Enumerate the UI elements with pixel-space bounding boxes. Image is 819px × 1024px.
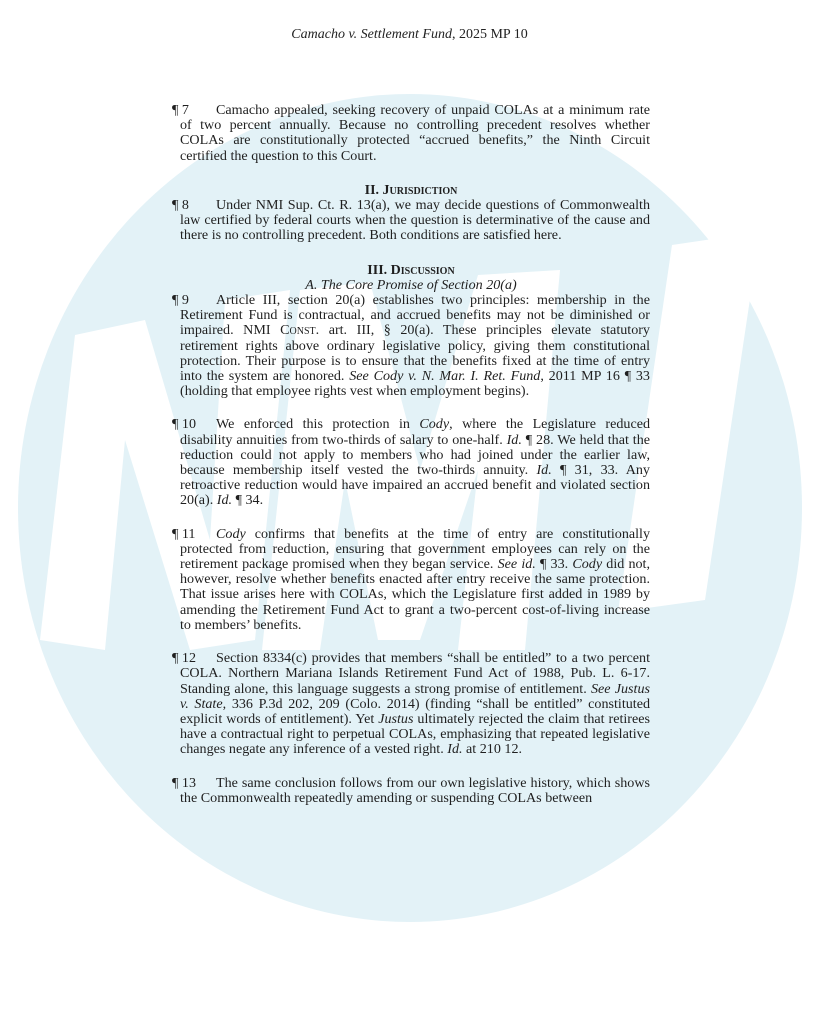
case-citation-italic: Cody: [419, 416, 450, 433]
paragraph-number: ¶ 8: [172, 197, 189, 214]
paragraph-10: [172, 417, 650, 508]
paragraph-7: [172, 103, 650, 164]
paragraph-9: [172, 293, 650, 399]
text-run: at 210 12.: [462, 741, 523, 758]
case-citation-italic: Cody: [216, 525, 246, 542]
section-title: Discussion: [390, 262, 455, 278]
text-run: ¶ 34.: [232, 492, 264, 509]
text-run: We enforced this protection in: [216, 416, 420, 433]
case-citation-italic: See Justus v. State: [180, 680, 650, 712]
text-run: Section 8334(c) provides that members “shall be entitled” to a two percent COLA. Northern Mariana Islands Retirement Fund Act of 1988, Pub. L. 6-17. Standing alone, this language suggests a strong promise of entitlement.: [180, 650, 650, 697]
section-title: Jurisdiction: [382, 182, 458, 198]
paragraph-11: [172, 527, 650, 633]
paragraph-number: ¶ 9: [172, 292, 189, 309]
text-run: ¶ 28. We held that the reduction could not apply to members who had joined under the earlier law, because membership itself vested the two-thirds annuity.: [180, 431, 650, 479]
text-run: ultimately rejected the claim that retirees have a contractual right to perpetual COLAs, emphasizing that repeated legislative changes negate any inference of a vested right.: [180, 710, 650, 758]
paragraph-text: The same conclusion follows from our own legislative history, which shows the Commonwealth repeatedly amending or suspending COLAs between: [180, 774, 650, 806]
paragraph-number: ¶ 7: [172, 102, 189, 118]
paragraph-8: [172, 198, 650, 244]
case-citation-italic: Cody: [572, 556, 603, 573]
text-run: , where the Legislature reduced disability annuities from two-thirds of salary to one-half.: [180, 416, 651, 448]
case-citation-italic: Id.: [447, 741, 463, 758]
paragraph-12: [172, 651, 650, 757]
case-name: Camacho v. Settlement Fund: [291, 27, 452, 42]
paragraph-number: ¶ 11: [172, 525, 196, 542]
case-citation-italic: See Cody v. N. Mar. I. Ret. Fund: [349, 368, 541, 385]
case-citation: , 2025 MP 10: [451, 27, 528, 42]
text-run: , 2011 MP 16 ¶ 33 (holding that employee rights vest when employment begins).: [180, 368, 650, 400]
case-citation-italic: See id.: [497, 556, 536, 573]
section-numeral: II.: [364, 182, 383, 198]
case-citation-italic: Justus: [378, 710, 414, 727]
text-run: did not, however, resolve whether benefits enacted after entry receive the same protection. That issue arises here with COLAs, which the Legislature first added in 1989 by amending the Retirement Fund Act to grant a two-percent cost-of-living increase to members’ benefits.: [180, 556, 650, 633]
case-citation-italic: Id.: [216, 492, 233, 509]
text-run: . art. III, § 20(a). These principles elevate statutory retirement rights above ordinary legislative policy, giving them constitutional protection. Their purpose is to ensure that the benefits fixed at the time of entry into the system are honored.: [180, 322, 650, 385]
case-citation-italic: Id.: [536, 462, 552, 479]
text-run: Const: [280, 322, 316, 339]
paragraph-number: ¶ 13: [172, 774, 197, 791]
text-run: , 336 P.3d 202, 209 (Colo. 2014) (finding “shall be entitled” constituted explicit words of entitlement). Yet: [180, 695, 651, 727]
paragraph-text: Camacho appealed, seeking recovery of unpaid COLAs at a minimum rate of two percent annually. Because no controlling precedent resolves whether COLAs are constitutionally protected “accrued benefits,” the Ninth Circuit certified the question to this Court.: [180, 102, 650, 164]
text-run: confirms that benefits at the time of entry are constitutionally protected from reduction, ensuring that government employees can rely on the retirement package promised when they began service.: [180, 525, 650, 573]
section-numeral: III.: [367, 262, 391, 278]
subsection-heading-a: A. The Core Promise of Section 20(a): [305, 276, 517, 293]
paragraph-number: ¶ 10: [172, 416, 197, 433]
text-run: Article III, section 20(a) establishes two principles: membership in the Retirement Fund is contractual, and accrued benefits may not be diminished or impaired. NMI: [180, 292, 650, 339]
case-citation-italic: Id.: [506, 431, 522, 448]
section-heading-discussion: [172, 263, 650, 278]
paragraph-text: Under NMI Sup. Ct. R. 13(a), we may decide questions of Commonwealth law certified by federal courts when the question is determinative of the cause and there is no controlling precedent. Both conditions are satisfied here.: [180, 197, 650, 244]
paragraph-13: [172, 776, 650, 806]
section-heading-jurisdiction: [172, 183, 650, 198]
running-header: [0, 27, 819, 43]
text-run: ¶ 31, 33. Any retroactive reduction would have impaired an accrued benefit and violated section 20(a).: [180, 462, 650, 509]
paragraph-number: ¶ 12: [172, 650, 197, 667]
text-run: ¶ 33.: [535, 556, 573, 573]
opinion-body: [172, 103, 650, 806]
